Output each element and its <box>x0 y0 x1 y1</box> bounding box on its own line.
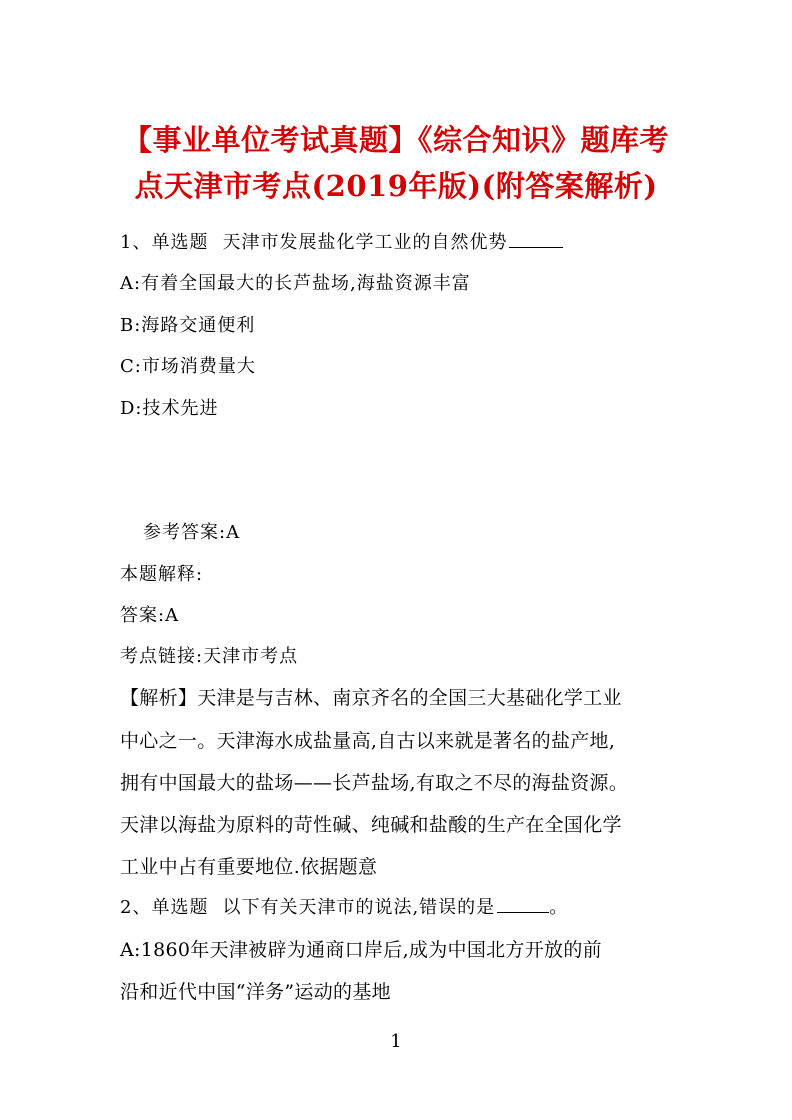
question-2-option-a-line-1: A:1860年天津被辟为通商口岸后,成为中国北方开放的前 <box>120 939 602 961</box>
question-2-option-a-line-2: 沿和近代中国“洋务”运动的基地 <box>120 981 391 1003</box>
analysis-line-1: 【解析】天津是与吉林、南京齐名的全国三大基础化学工业 <box>120 687 622 709</box>
question-1-stem <box>120 231 563 255</box>
analysis-line-5: 工业中占有重要地位.依据题意 <box>120 856 378 878</box>
page-number: 1 <box>390 1031 402 1052</box>
title-line-2: 点天津市考点(2019年版)(附答案解析) <box>134 169 658 203</box>
question-2-text: 以下有关天津市的说法,错误的是 <box>222 897 496 918</box>
title-line-1: 【事业单位考试真题】《综合知识》题库考 <box>122 123 669 157</box>
answer-line: 答案:A <box>120 605 180 626</box>
analysis-line-4: 天津以海盐为原料的苛性碱、纯碱和盐酸的生产在全国化学 <box>120 814 622 836</box>
explanation-label: 本题解释: <box>120 564 204 585</box>
document-title <box>100 117 692 209</box>
knowledge-point-link: 考点链接:天津市考点 <box>120 646 299 667</box>
reference-answer: 参考答案:A <box>143 522 241 543</box>
question-1-option-d: D:技术先进 <box>120 398 219 419</box>
answer-blank <box>497 896 549 913</box>
question-1-option-b: B:海路交通便利 <box>120 315 256 336</box>
question-2-stem <box>120 896 568 920</box>
question-1-prefix: 1、单选题 <box>120 232 209 253</box>
question-2-suffix: 。 <box>549 897 569 918</box>
analysis-line-2: 中心之一。天津海水成盐量高,自古以来就是著名的盐产地, <box>120 730 616 752</box>
question-2-prefix: 2、单选题 <box>120 897 209 918</box>
question-1-option-a: A:有着全国最大的长芦盐场,海盐资源丰富 <box>120 273 471 294</box>
question-1-option-c: C:市场消费量大 <box>120 356 256 377</box>
question-1-text: 天津市发展盐化学工业的自然优势 <box>222 232 508 253</box>
analysis-line-3: 拥有中国最大的盐场——长芦盐场,有取之不尽的海盐资源。 <box>120 772 629 794</box>
answer-blank <box>509 231 563 248</box>
